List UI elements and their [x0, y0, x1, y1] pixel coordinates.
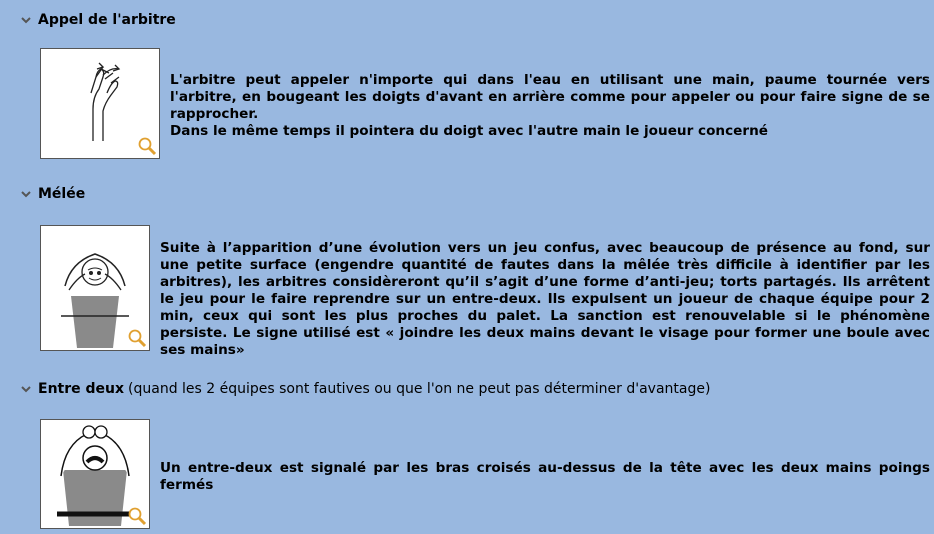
section-header-appel[interactable]: [20, 12, 176, 28]
section-title: Appel de l'arbitre: [38, 12, 176, 28]
chevron-down-icon[interactable]: [20, 14, 32, 26]
section-title: Mélée: [38, 186, 86, 202]
chevron-down-icon[interactable]: [20, 383, 32, 395]
section-subtitle: (quand les 2 équipes sont fautives ou que l'on ne peut pas déterminer d'avantage): [128, 381, 711, 397]
section-header-melee[interactable]: [20, 186, 85, 202]
magnifier-icon[interactable]: [137, 136, 157, 156]
signal-image-entre-deux[interactable]: [40, 419, 150, 529]
signal-image-appel[interactable]: [40, 48, 160, 159]
description-line: Un entre-deux est signalé par les bras croisés au-dessus de la tête avec les deux mains poings fermés: [160, 460, 930, 493]
description-appel: [170, 72, 930, 140]
description-line: Dans le même temps il pointera du doigt avec l'autre main le joueur concerné: [170, 123, 768, 139]
section-header-entre-deux[interactable]: [20, 381, 710, 397]
magnifier-icon[interactable]: [127, 506, 147, 526]
magnifier-icon[interactable]: [127, 328, 147, 348]
description-entre-deux: [160, 460, 930, 494]
description-melee: [160, 240, 930, 359]
chevron-down-icon[interactable]: [20, 188, 32, 200]
signal-image-melee[interactable]: [40, 225, 150, 351]
description-line: L'arbitre peut appeler n'importe qui dans l'eau en utilisant une main, paume tournée vers l'arbitre, en bougeant les doigts d'avant en arrière comme pour appeler ou pour faire signe de se rapprocher.: [170, 72, 930, 122]
section-title: Entre deux: [38, 381, 125, 397]
description-line: Suite à l’apparition d’une évolution vers un jeu confus, avec beaucoup de présence au fond, sur une petite surface (engendre quantité de fautes dans la mêlée très difficile à identifier par les arbitres), les arbitres considèreront qu’il s’agit d’une forme d’anti-jeu; torts partagés. Ils arrêtent le jeu pour le faire reprendre sur un entre-deux. Ils expulsent un joueur de chaque équipe pour 2 min, ceux qui sont les plus proches du palet. La sanction est renouvelable si le phénomène persiste. Le signe utilisé est « joindre les deux mains devant le visage pour former une boule avec ses mains»: [160, 240, 930, 358]
